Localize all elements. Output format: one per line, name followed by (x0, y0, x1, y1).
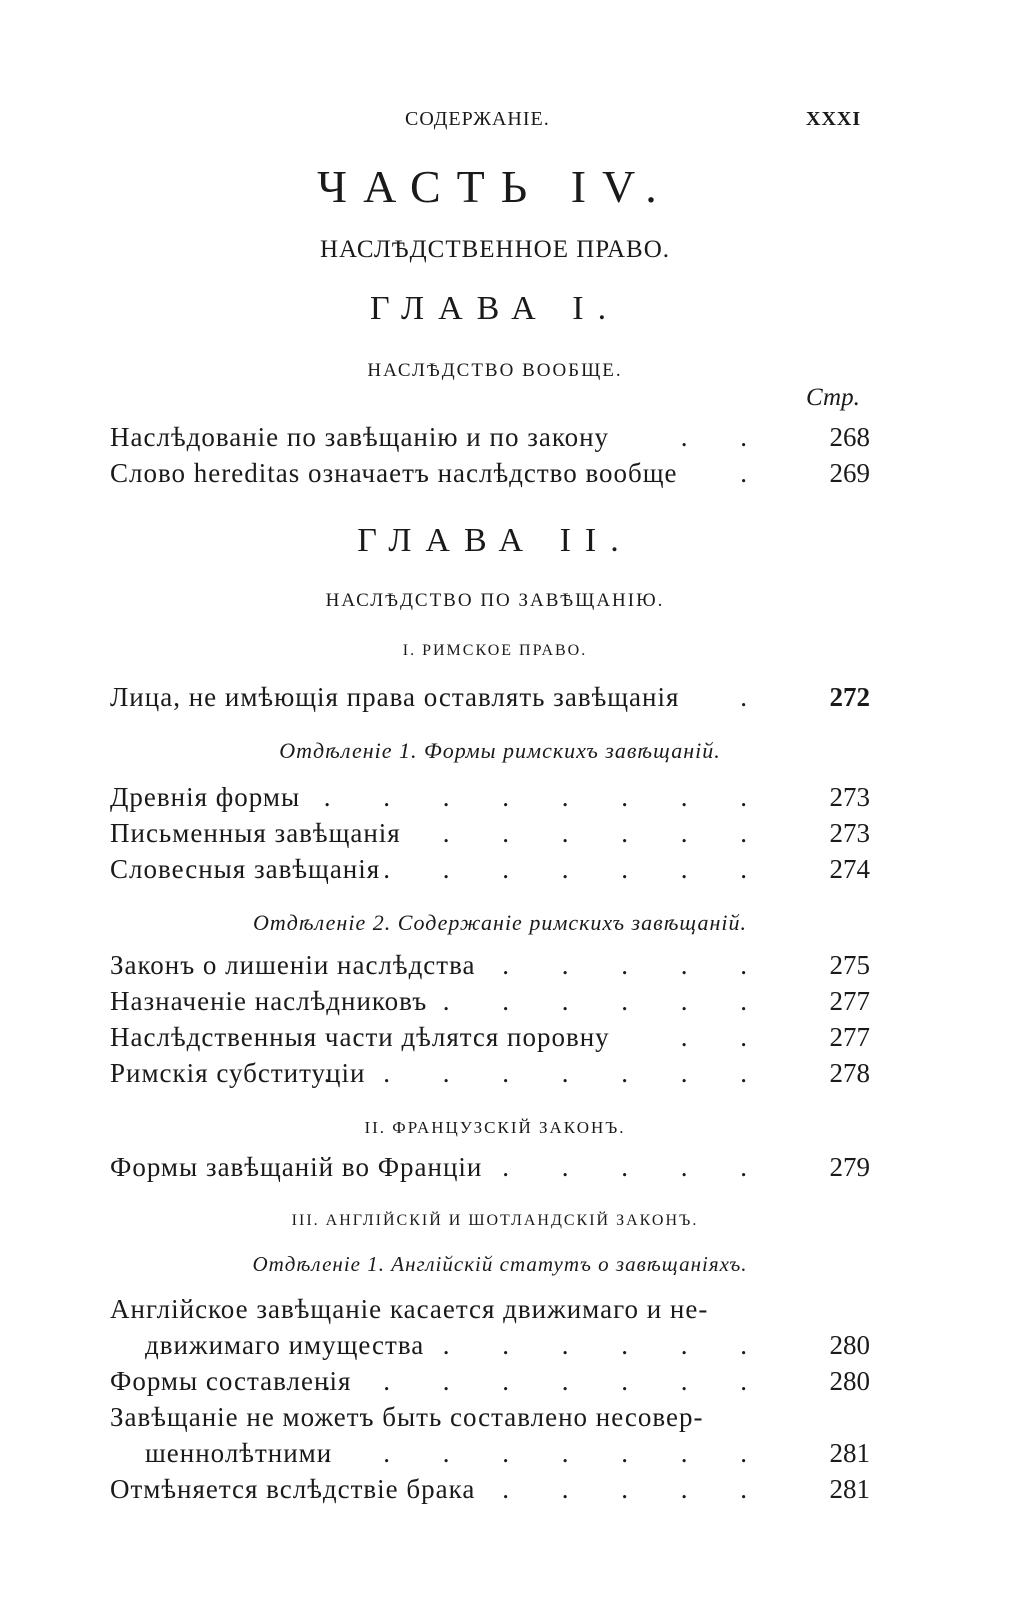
toc-entry-text: Формы завѣщаній во Франціи (110, 1152, 483, 1182)
toc-entry-line-1 (110, 1402, 870, 1438)
part-title: ЧАСТЬ IV. (317, 161, 673, 212)
toc-leader-dots: . . . . . . . . (323, 1366, 770, 1396)
toc-entry-text: Англійское завѣщаніе касается движимаго и не- (110, 1294, 709, 1324)
toc-leader-dots: . (740, 458, 770, 488)
toc-entry-page: 281 (829, 1474, 870, 1504)
toc-leader-dots: . . . . . . (442, 818, 770, 848)
toc-entry-page: 278 (829, 1058, 870, 1088)
toc-entry-text: Назначеніе наслѣдниковъ (110, 986, 428, 1016)
chapter-2-heading: НАСЛѢДСТВО ПО ЗАВѢЩАНІЮ. (325, 590, 665, 611)
toc-entry-page: 280 (829, 1366, 870, 1396)
toc-entry-text: Отмѣняется вслѣдствіе брака (110, 1474, 476, 1504)
toc-entry-page: 279 (829, 1152, 870, 1182)
chapter-1-heading: НАСЛѢДСТВО ВООБЩЕ. (367, 360, 623, 381)
toc-leader-dots: . . (680, 422, 770, 452)
toc-leader-dots: . . . . . . (442, 986, 770, 1016)
toc-entry-page: 273 (829, 782, 870, 812)
toc-entry (110, 986, 870, 1022)
toc-entry-text: Завѣщаніе не можетъ быть составлено несовер- (110, 1402, 704, 1432)
toc-entry-text: Наслѣдованіе по завѣщанію и по закону (110, 422, 610, 452)
toc-entry (110, 458, 870, 494)
toc-leader-dots: . . . . . (502, 1152, 770, 1182)
toc-entry (110, 782, 870, 818)
section-2-title: II. ФРАНЦУЗСКІЙ ЗАКОНЪ. (364, 1118, 626, 1137)
toc-entry-line-1 (110, 1294, 870, 1330)
toc-entry-text: шеннолѣтними (145, 1438, 333, 1468)
toc-leader-dots: . (740, 682, 770, 712)
toc-entry-page: 281 (829, 1438, 870, 1468)
toc-leader-dots: . . . . . . . . (323, 1058, 770, 1088)
toc-entry (110, 818, 870, 854)
toc-entry (110, 950, 870, 986)
toc-entry-page: 277 (829, 986, 870, 1016)
toc-leader-dots: . . . . . . . . (323, 1438, 770, 1468)
department-1-title: Отдѣленіе 1. Формы римскихъ завѣщаній. (279, 738, 721, 763)
running-header-title: СОДЕРЖАНІЕ. (405, 108, 550, 130)
toc-entry (110, 1366, 870, 1402)
chapter-1-title: ГЛАВА I. (369, 290, 621, 327)
page-column-label: Стр. (806, 384, 860, 411)
toc-entry (110, 1152, 870, 1188)
part-subtitle: НАСЛѢДСТВЕННОЕ ПРАВО. (319, 236, 671, 263)
chapter-2-title: ГЛАВА II. (357, 522, 633, 559)
toc-entry-text: Слово hereditas означаетъ наслѣдство вообще (110, 458, 678, 488)
toc-entry-text: Наслѣдственныя части дѣлятся поровну (110, 1022, 610, 1052)
toc-entry-text: Словесныя завѣщанія (110, 854, 381, 884)
toc-entry (110, 1474, 870, 1510)
toc-entry-page: 272 (829, 682, 870, 712)
toc-leader-dots: . . . . . . . . (323, 782, 770, 812)
department-2-title: Отдѣленіе 2. Содержаніе римскихъ завѣщаній. (252, 910, 748, 935)
toc-entry-page: 274 (829, 854, 870, 884)
section-3-title: III. АНГЛІЙСКІЙ И ШОТЛАНДСКІЙ ЗАКОНЪ. (291, 1212, 699, 1229)
toc-entry-text: движимаго имущества (145, 1330, 425, 1360)
toc-entry (110, 1022, 870, 1058)
section-1-title: I. РИМСКОЕ ПРАВО. (402, 642, 588, 659)
toc-entry-page: 277 (829, 1022, 870, 1052)
toc-leader-dots: . . . . . . . (383, 854, 770, 884)
toc-entry (110, 1058, 870, 1094)
toc-entry-page: 269 (829, 458, 870, 488)
toc-entry-page: 280 (829, 1330, 870, 1360)
toc-entry-text: Древнія формы (110, 782, 301, 812)
toc-entry-text: Римскія субституціи (110, 1058, 366, 1088)
toc-entry (110, 422, 870, 458)
running-header-page-number: XXXI (806, 108, 862, 130)
toc-entry (145, 1438, 870, 1474)
toc-entry-page: 273 (829, 818, 870, 848)
toc-entry (110, 854, 870, 890)
section-3-department-title: Отдѣленіе 1. Англійскій статутъ о завѣщаніяхъ. (252, 1252, 748, 1276)
toc-entry-text: Письменныя завѣщанія (110, 818, 401, 848)
toc-entry (110, 682, 870, 718)
toc-entry-page: 268 (829, 422, 870, 452)
toc-leader-dots: . . . . . (502, 1474, 770, 1504)
toc-leader-dots: . . (680, 1022, 770, 1052)
toc-entry (145, 1330, 870, 1366)
toc-entry-text: Законъ о лишеніи наслѣдства (110, 950, 476, 980)
toc-entry-text: Лица, не имѣющія права оставлять завѣщанія (110, 682, 680, 712)
toc-leader-dots: . . . . . . (442, 1330, 770, 1360)
toc-entry-text: Формы составленія (110, 1366, 352, 1396)
toc-entry-page: 275 (829, 950, 870, 980)
toc-leader-dots: . . . . . (502, 950, 770, 980)
